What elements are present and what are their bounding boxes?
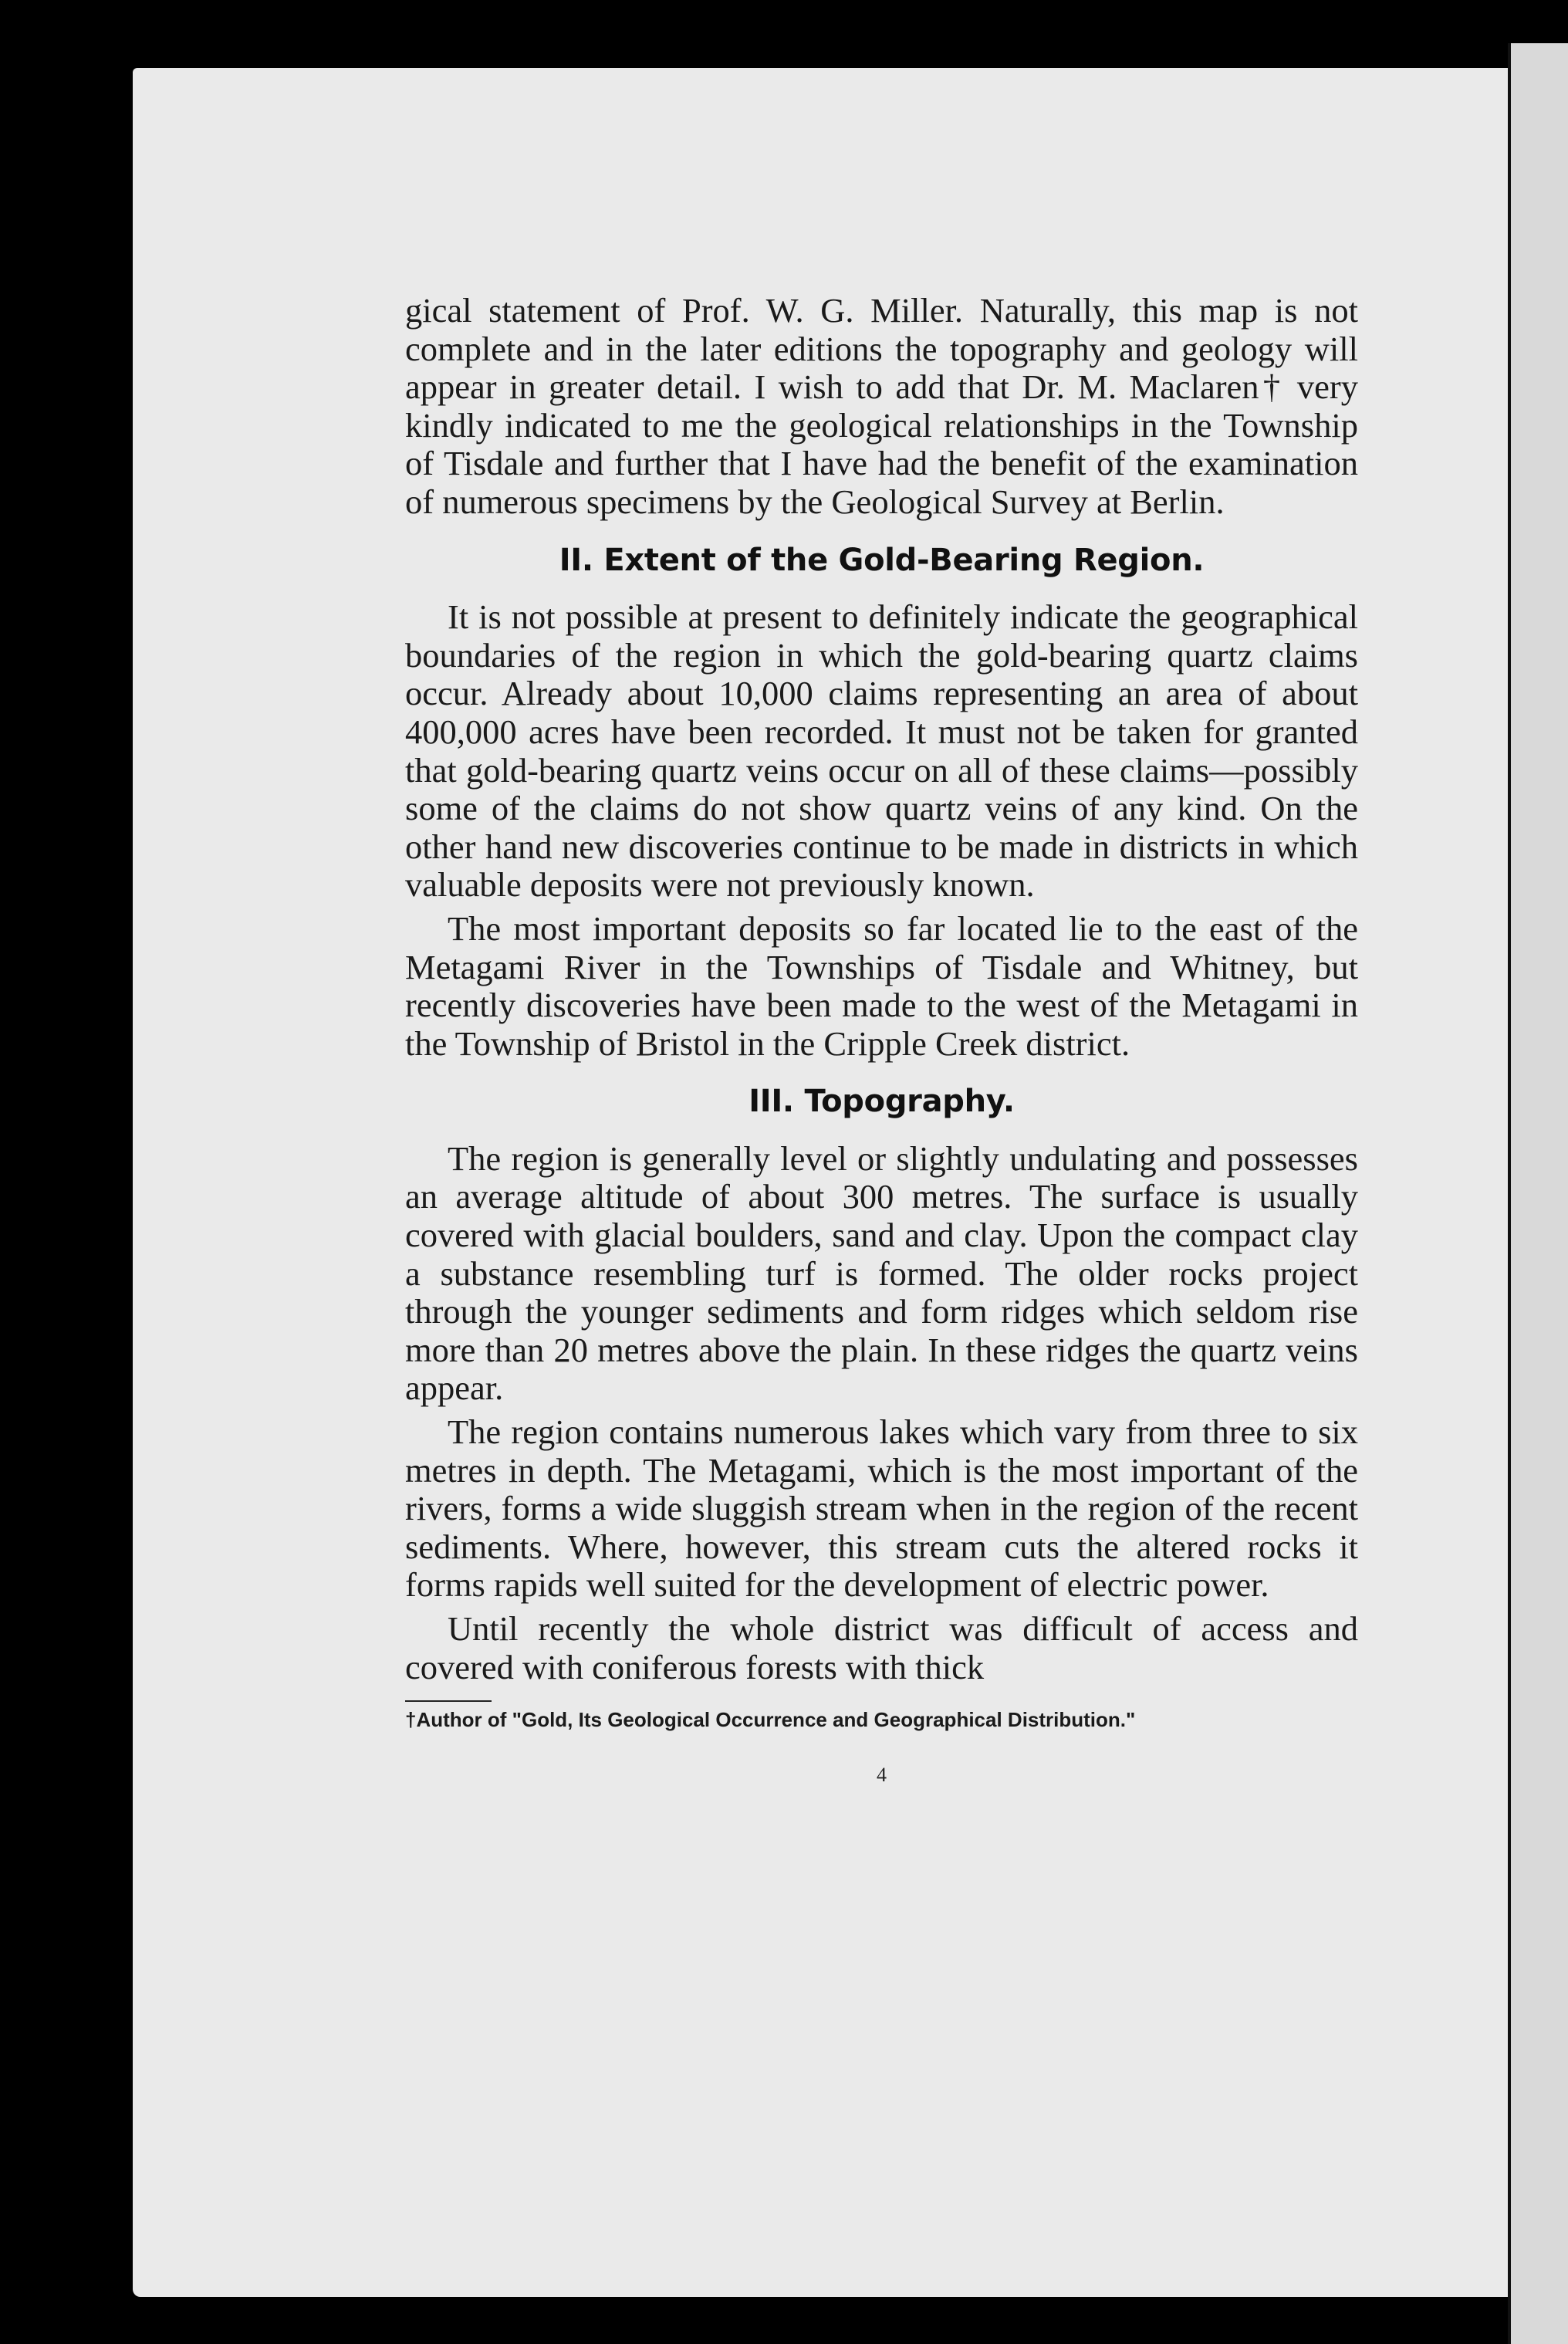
section-heading-extent: II. Extent of the Gold-Bearing Region. — [559, 542, 1205, 578]
footnote: †Author of "Gold, Its Geological Occurrence and Geographical Distribution." — [405, 1708, 1136, 1732]
footnote-rule — [405, 1700, 492, 1702]
adjacent-page-edge — [1508, 43, 1568, 2344]
paragraph-continuation: gical statement of Prof. W. G. Miller. Naturally, this map is not complete and in the later editions the topography and geology will appear in greater detail. I wish to add that Dr. M. Maclaren† very kindly indicated to me the geological relationships in the Township of Tisdale and further that I have had the benefit of the examination of numerous specimens by the Geological Survey at Berlin. — [405, 291, 1358, 521]
paragraph-extent-1: It is not possible at present to definitely indicate the geographical boundaries of the region in which the gold-bearing quartz claims occur. Already about 10,000 claims representing an area of about 400,000 acres have been recorded. It must not be taken for granted that gold-bearing quartz veins occur on all of these claims—possibly some of the claims do not show quartz veins of any kind. On the other hand new discoveries continue to be made in districts in which valuable deposits were not previously known. — [405, 597, 1358, 905]
paragraph-extent-2: The most important deposits so far located lie to the east of the Metagami River in the Townships of Tisdale and Whitney, but recently discoveries have been made to the west of the Metagami in the Township of Bristol in the Cripple Creek district. — [405, 908, 1358, 1063]
paragraph-topography-3: Until recently the whole district was difficult of access and covered with coniferous forests with thick — [405, 1609, 1358, 1686]
paragraph-topography-2: The region contains numerous lakes which vary from three to six metres in depth. The Metagami, which is the most important of the rivers, forms a wide sluggish stream when in the region of the recent sediments. Where, however, this stream cuts the altered rocks it forms rapids well suited for the development of electric power. — [405, 1412, 1358, 1605]
section-heading-topography: III. Topography. — [749, 1084, 1015, 1120]
page-number: 4 — [877, 1764, 887, 1787]
paragraph-topography-1: The region is generally level or slightly undulating and possesses an average altitude of about 300 metres. The surface is usually covered with glacial boulders, sand and clay. Upon the compact clay a substance resembling turf is formed. The older rocks project through the younger sediments and form ridges which seldom rise more than 20 metres above the plain. In these ridges the quartz veins appear. — [405, 1138, 1358, 1408]
page-body — [405, 292, 1358, 1794]
